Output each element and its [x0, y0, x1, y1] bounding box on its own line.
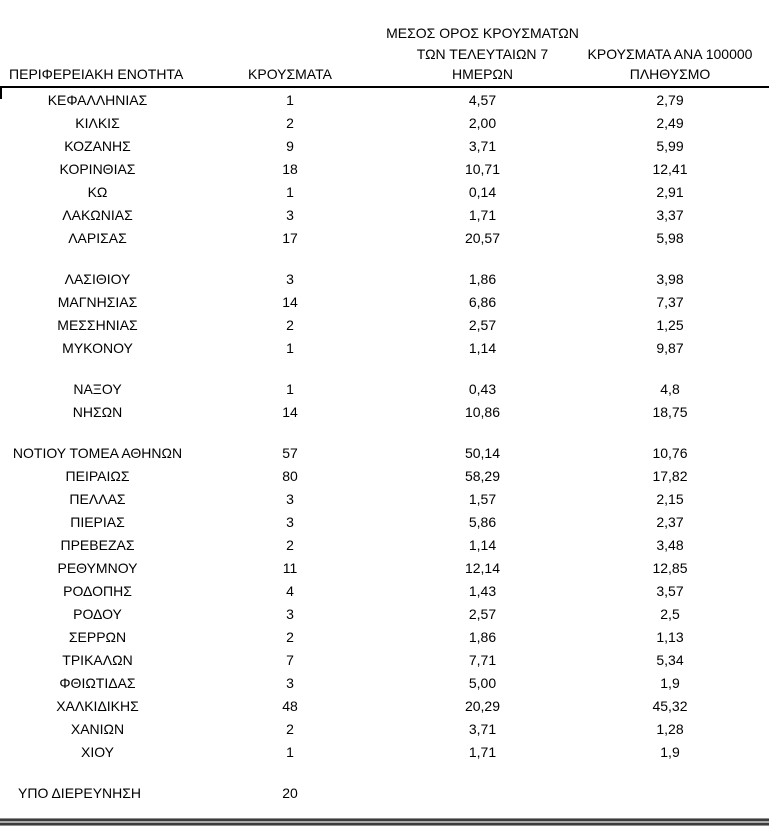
cell-per100k: 2,15 [656, 490, 684, 507]
cell-cases: 20 [282, 784, 298, 801]
cell-region: ΠΕΙΡΑΙΩΣ [65, 467, 130, 484]
table-row [0, 534, 760, 557]
cell-avg7 [385, 782, 580, 805]
cell-avg7: 3,71 [468, 720, 497, 737]
cell-per100k: 2,79 [656, 91, 684, 108]
spacer-row [0, 360, 760, 378]
column-header-region-line: ΠΕΡΙΦΕΡΕΙΑΚΗ ΕΝΟΤΗΤΑ [9, 66, 184, 82]
table-row [0, 181, 760, 204]
table-row [0, 465, 760, 488]
column-header-cases-line: ΚΡΟΥΣΜΑΤΑ [248, 66, 332, 82]
cell-per100k: 2,91 [656, 183, 684, 200]
cell-per100k: 9,87 [656, 339, 684, 356]
cell-avg7: 1,71 [468, 206, 497, 223]
cell-cases: 4 [286, 582, 294, 599]
cell-cases: 57 [282, 444, 298, 461]
cell-avg7: 1,14 [468, 536, 497, 553]
cell-avg7: 3,71 [468, 137, 497, 154]
cell-per100k: 10,76 [652, 444, 688, 461]
cell-avg7: 1,57 [468, 490, 497, 507]
cell-per100k: 1,13 [656, 628, 684, 645]
cell-cases: 11 [282, 559, 298, 576]
cell-avg7: 50,14 [464, 444, 501, 461]
cell-avg7: 10,71 [464, 160, 501, 177]
cell-per100k: 7,37 [656, 293, 684, 310]
cell-per100k: 5,99 [656, 137, 684, 154]
table-row [0, 488, 760, 511]
table-row [0, 204, 760, 227]
cell-region: ΤΡΙΚΑΛΩΝ [62, 651, 133, 668]
table-row [0, 442, 760, 465]
cell-region: ΜΕΣΣΗΝΙΑΣ [57, 316, 138, 333]
column-header-per100k-line1: ΚΡΟΥΣΜΑΤΑ ΑΝΑ 100000 [587, 45, 753, 62]
table-row [0, 580, 760, 603]
cell-cases: 7 [286, 651, 294, 668]
table-header [0, 0, 760, 85]
spacer-row [0, 764, 760, 782]
cell-per100k: 1,9 [660, 743, 680, 760]
cell-region: ΝΟΤΙΟΥ ΤΟΜΕΑ ΑΘΗΝΩΝ [12, 444, 183, 461]
cell-avg7: 2,57 [468, 316, 497, 333]
cell-per100k: 17,82 [652, 467, 688, 484]
cell-region: ΧΑΛΚΙΔΙΚΗΣ [56, 697, 139, 714]
cell-cases: 3 [286, 513, 294, 530]
cell-avg7: 1,71 [468, 743, 497, 760]
cell-region: ΚΟΖΑΝΗΣ [64, 137, 131, 154]
spacer-row [0, 250, 760, 268]
cell-avg7: 1,43 [468, 582, 497, 599]
table-body [0, 88, 760, 782]
table-row [0, 268, 760, 291]
cell-region: ΡΕΘΥΜΝΟΥ [57, 559, 138, 576]
column-header-cases [195, 64, 385, 85]
cell-cases: 2 [286, 628, 294, 645]
cell-region: ΜΥΚΟΝΟΥ [62, 339, 133, 356]
table-row [0, 672, 760, 695]
cell-per100k [580, 782, 760, 805]
cell-region: ΠΕΛΛΑΣ [69, 490, 126, 507]
table-row [0, 227, 760, 250]
cell-cases: 17 [282, 229, 298, 246]
cell-region: ΚΩ [87, 183, 108, 200]
cell-avg7: 2,00 [468, 114, 497, 131]
cell-cases: 1 [286, 380, 294, 397]
column-header-avg7-line2: ΤΩΝ ΤΕΛΕΥΤΑΙΩΝ 7 [416, 45, 549, 62]
cell-cases: 9 [286, 137, 294, 154]
cell-per100k: 5,98 [656, 229, 684, 246]
cell-per100k: 12,85 [652, 559, 688, 576]
cell-region: ΝΑΞΟΥ [73, 380, 122, 397]
table-row [0, 337, 760, 360]
cell-cases: 48 [282, 697, 298, 714]
cell-region: ΛΑΚΩΝΙΑΣ [62, 206, 133, 223]
cell-cases: 80 [282, 467, 298, 484]
table-row [0, 112, 760, 135]
cell-avg7: 58,29 [464, 467, 501, 484]
cell-avg7: 4,57 [468, 91, 497, 108]
cell-cases: 1 [286, 743, 294, 760]
cell-cases: 3 [286, 270, 294, 287]
cell-avg7: 1,86 [468, 270, 497, 287]
cell-avg7: 1,14 [468, 339, 497, 356]
cell-region: ΚΙΛΚΙΣ [75, 114, 120, 131]
cell-avg7: 7,71 [468, 651, 497, 668]
table-row [0, 695, 760, 718]
cell-cases: 3 [286, 674, 294, 691]
header-rule-left-tick [0, 87, 2, 99]
table-row [0, 603, 760, 626]
cell-cases: 1 [286, 339, 294, 356]
table-row [0, 158, 760, 181]
cell-per100k: 2,49 [656, 114, 684, 131]
cell-cases: 3 [286, 490, 294, 507]
cell-cases: 14 [282, 293, 298, 310]
cell-cases: 1 [286, 91, 294, 108]
cell-region: ΡΟΔΟΥ [73, 605, 122, 622]
column-header-avg7-line1: ΜΕΣΟΣ ΟΡΟΣ ΚΡΟΥΣΜΑΤΩΝ [386, 25, 579, 41]
cell-region: ΛΑΡΙΣΑΣ [68, 229, 127, 246]
table-row [0, 718, 760, 741]
cell-cases: 18 [282, 160, 298, 177]
cell-avg7: 1,86 [468, 628, 497, 645]
column-header-avg7-line3: ΗΜΕΡΩΝ [451, 66, 514, 82]
cell-cases: 3 [286, 206, 294, 223]
footer-row [0, 782, 760, 805]
cell-avg7: 20,29 [464, 697, 501, 714]
cell-avg7: 5,86 [468, 513, 497, 530]
cell-region: ΣΕΡΡΩΝ [68, 628, 127, 645]
cell-avg7: 10,86 [464, 403, 501, 420]
cell-cases: 3 [286, 605, 294, 622]
cell-per100k: 12,41 [652, 160, 688, 177]
cell-per100k: 18,75 [652, 403, 688, 420]
cell-region: ΧΑΝΙΩΝ [70, 720, 125, 737]
bottom-double-rule [0, 818, 769, 826]
cell-avg7: 2,57 [468, 605, 497, 622]
column-header-per100k [580, 44, 760, 85]
cell-per100k: 1,25 [656, 316, 684, 333]
cell-region: ΠΙΕΡΙΑΣ [70, 513, 125, 530]
table-row [0, 626, 760, 649]
cell-region: ΚΕΦΑΛΛΗΝΙΑΣ [47, 91, 148, 108]
table-row [0, 291, 760, 314]
cell-per100k: 45,32 [652, 697, 688, 714]
cell-avg7: 0,43 [468, 380, 497, 397]
column-header-region [0, 64, 195, 85]
cell-avg7: 20,57 [464, 229, 501, 246]
table-row [0, 649, 760, 672]
cell-per100k: 3,37 [656, 206, 684, 223]
cell-avg7: 12,14 [464, 559, 501, 576]
cell-cases: 14 [282, 403, 298, 420]
cell-cases: 1 [286, 183, 294, 200]
cell-region: ΛΑΣΙΘΙΟΥ [64, 270, 131, 287]
table-row [0, 89, 760, 112]
cell-per100k: 1,9 [660, 674, 680, 691]
cell-region: ΥΠΟ ΔΙΕΡΕΥΝΗΣΗ [18, 784, 142, 801]
column-header-per100k-line2: ΠΛΗΘΥΣΜΟ [629, 66, 711, 82]
cell-per100k: 5,34 [656, 651, 684, 668]
cell-per100k: 3,48 [656, 536, 684, 553]
table-row [0, 557, 760, 580]
cell-per100k: 3,98 [656, 270, 684, 287]
table-row [0, 378, 760, 401]
cell-per100k: 3,57 [656, 582, 684, 599]
table-row [0, 741, 760, 764]
column-header-avg7 [385, 23, 580, 85]
cell-cases: 2 [286, 316, 294, 333]
table-row [0, 401, 760, 424]
cell-per100k: 2,5 [660, 605, 680, 622]
cell-avg7: 0,14 [468, 183, 497, 200]
cell-cases: 2 [286, 114, 294, 131]
cell-region: ΝΗΣΩΝ [72, 403, 123, 420]
table-row [0, 135, 760, 158]
cell-region: ΡΟΔΟΠΗΣ [63, 582, 132, 599]
cell-region: ΚΟΡΙΝΘΙΑΣ [59, 160, 136, 177]
cell-region: ΧΙΟΥ [80, 743, 114, 760]
cell-cases: 2 [286, 536, 294, 553]
table-row [0, 314, 760, 337]
cell-per100k: 2,37 [656, 513, 684, 530]
cell-region: ΦΘΙΩΤΙΔΑΣ [59, 674, 136, 691]
cell-per100k: 1,28 [656, 720, 684, 737]
cell-per100k: 4,8 [660, 380, 680, 397]
cell-cases: 2 [286, 720, 294, 737]
spacer-row [0, 424, 760, 442]
cell-region: ΠΡΕΒΕΖΑΣ [60, 536, 135, 553]
cell-region: ΜΑΓΝΗΣΙΑΣ [57, 293, 138, 310]
cell-avg7: 6,86 [468, 293, 497, 310]
cell-avg7: 5,00 [468, 674, 497, 691]
table-row [0, 511, 760, 534]
